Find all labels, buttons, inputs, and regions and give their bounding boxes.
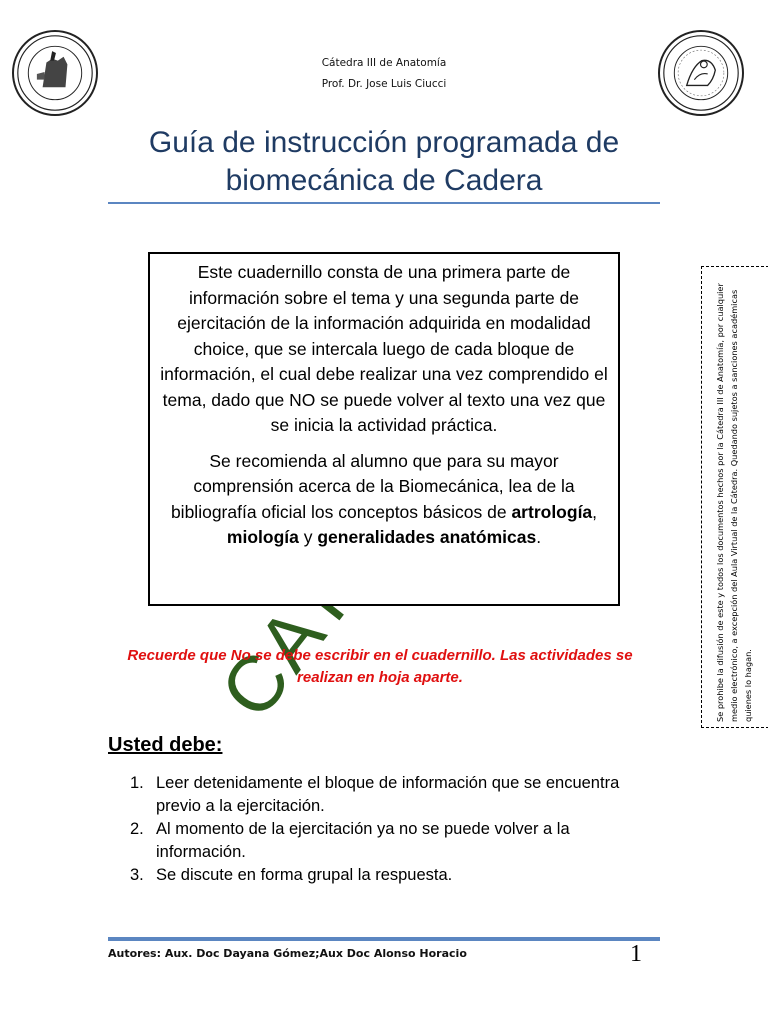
- title-line-1: Guía de instrucción programada de: [148, 126, 620, 159]
- list-item-number: 3.: [130, 866, 144, 884]
- university-seal-logo: [658, 30, 744, 116]
- title-divider: [108, 202, 660, 204]
- page-number: 1: [630, 941, 642, 967]
- professor-name: Prof. Dr. Jose Luis Ciucci: [321, 78, 447, 90]
- keyword-miologia: miología: [226, 527, 299, 547]
- separator-1: ,: [592, 501, 598, 522]
- list-item-text: Al momento de la ejercitación ya no se puede volver a la información.: [156, 820, 570, 861]
- list-item: [130, 818, 650, 864]
- faculty-seal-logo: [12, 30, 98, 116]
- list-item: [130, 864, 650, 887]
- page-title: [80, 124, 688, 200]
- info-box: [148, 252, 620, 606]
- list-item-text: Se discute en forma grupal la respuesta.: [156, 866, 453, 884]
- info-paragraph-1: Este cuadernillo consta de una primera parte de información sobre el tema y una segunda parte de ejercitación de la información adquirida en modalidad choice, que se intercala luego de cada bloque de información, el cual debe realizar una vez comprendido el tema, dado que NO se puede volver al texto una vez que se inicia la actividad práctica.: [160, 262, 608, 435]
- keyword-generalidades: generalidades anatómicas: [317, 527, 537, 547]
- authors-line: Autores: Aux. Doc Dayana Gómez;Aux Doc Alonso Horacio: [108, 947, 467, 960]
- paragraph-end: .: [536, 527, 542, 547]
- info-paragraph-2-text: Se recomienda al alumno que para su mayor comprensión acerca de la Biomecánica, lea de la bibliografía oficial los conceptos básicos de: [170, 450, 575, 522]
- info-paragraph-2: [158, 449, 610, 551]
- list-item: [130, 772, 650, 818]
- list-item-number: 2.: [130, 820, 144, 838]
- reminder-text: Recuerde que No se debe escribir en el cuadernillo. Las actividades se realizan en hoja aparte.: [127, 647, 633, 686]
- list-item-text: Leer detenidamente el bloque de información que se encuentra previo a la ejercitación.: [156, 774, 620, 815]
- department-name: Cátedra III de Anatomía: [321, 57, 447, 69]
- copyright-notice-text: Se prohibe la difusión de este y todos los documentos hechos por la Cátedra III de Anatomía, por cualquier medio electrónico, a excepción del Aula Virtual de la Cátedra. Quedando sujetos a sanciones académicas quienes lo hagan.: [715, 283, 753, 722]
- instructions-heading: Usted debe:: [108, 734, 223, 756]
- instructions-list: [130, 772, 650, 887]
- list-item-number: 1.: [130, 774, 144, 792]
- footer-divider: [108, 937, 660, 941]
- title-line-2: biomecánica de Cadera: [225, 164, 543, 197]
- separator-2: y: [298, 527, 318, 547]
- keyword-artrologia: artrología: [511, 501, 593, 522]
